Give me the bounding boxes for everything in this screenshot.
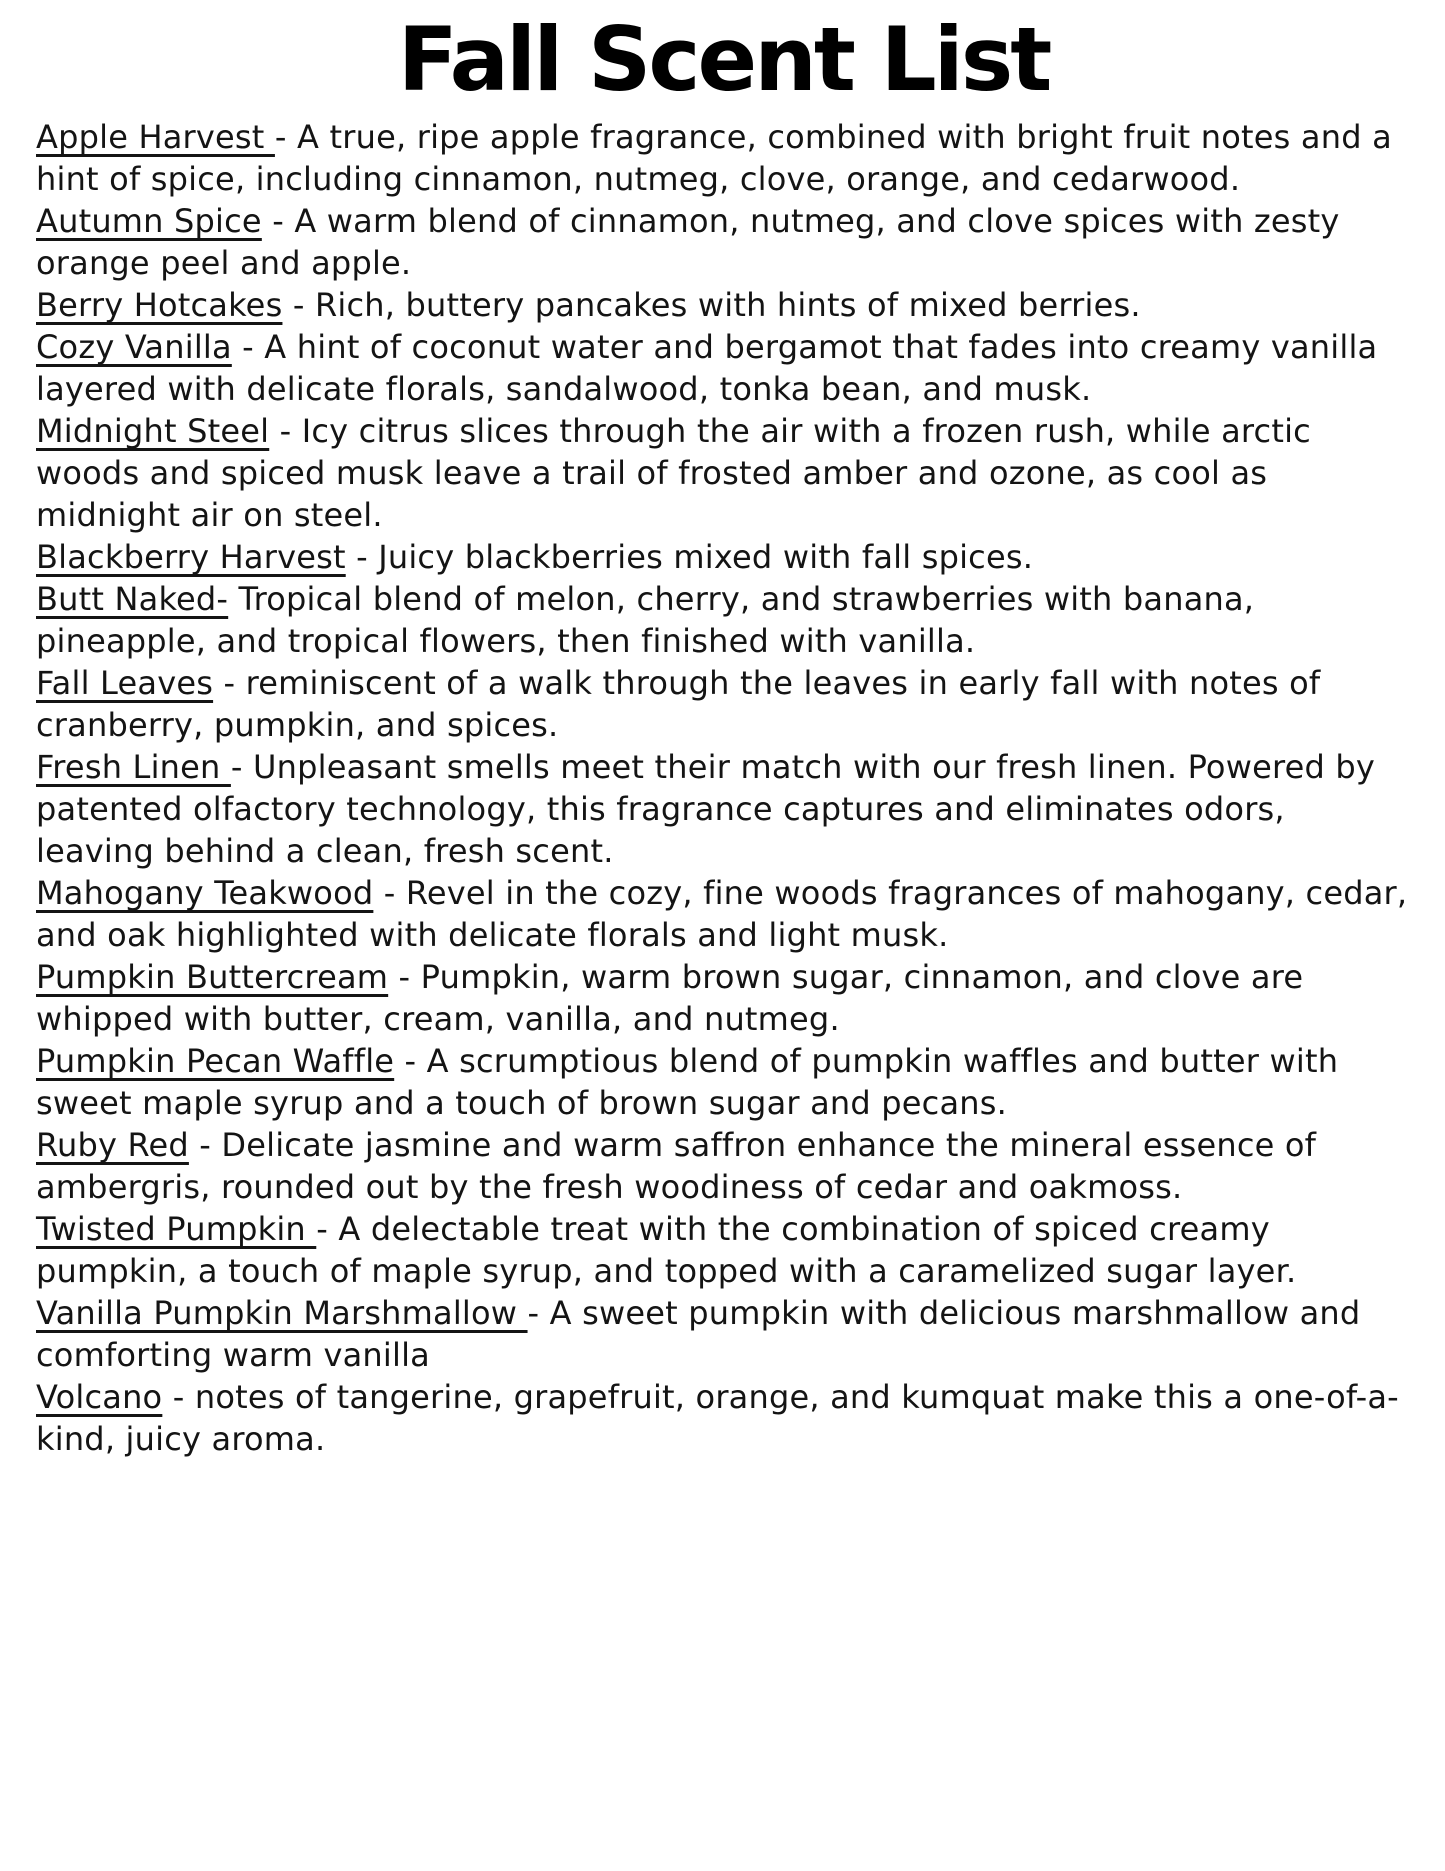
scent-entry [36, 536, 1412, 578]
scent-name: Pumpkin Buttercream [36, 958, 389, 997]
scent-entry [36, 956, 1412, 1040]
scent-name: Fall Leaves [36, 664, 214, 703]
scent-name: Mahogany Teakwood [36, 874, 374, 913]
scent-name: Ruby Red [36, 1126, 189, 1165]
scent-description: - Pumpkin, warm brown sugar, cinnamon, and clove are whipped with butter, cream, vanilla, and nutmeg. [36, 958, 1304, 1039]
scent-description: - A warm blend of cinnamon, nutmeg, and clove spices with zesty orange peel and apple. [36, 202, 1340, 283]
page-title: Fall Scent List [397, 8, 1050, 111]
scent-description: - Unpleasant smells meet their match with our fresh linen. Powered by patented olfactory technology, this fragrance captures and eliminates odors, leaving behind a clean, fresh scent. [36, 748, 1376, 871]
scent-entry [36, 200, 1412, 284]
scent-description: - A hint of coconut water and bergamot that fades into creamy vanilla layered with delicate florals, sandalwood, tonka bean, and musk. [36, 328, 1378, 409]
scent-list [36, 116, 1412, 1460]
scent-entry [36, 746, 1412, 872]
scent-name: Pumpkin Pecan Waffle [36, 1042, 395, 1081]
scent-description: - A sweet pumpkin with delicious marshmallow and comforting warm vanilla [36, 1294, 1361, 1375]
scent-name: Cozy Vanilla [36, 328, 232, 367]
scent-name: Vanilla Pumpkin Marshmallow [36, 1294, 528, 1333]
scent-description: Tropical blend of melon, cherry, and strawberries with banana, pineapple, and tropical flowers, then finished with vanilla. [36, 580, 1255, 661]
scent-entry [36, 662, 1412, 746]
scent-entry [36, 1208, 1412, 1292]
scent-description: - A true, ripe apple fragrance, combined with bright fruit notes and a hint of spice, including cinnamon, nutmeg, clove, orange, and cedarwood. [36, 118, 1392, 199]
scent-description: - A delectable treat with the combination of spiced creamy pumpkin, a touch of maple syrup, and topped with a caramelized sugar layer. [36, 1210, 1297, 1291]
scent-description: - reminiscent of a walk through the leaves in early fall with notes of cranberry, pumpkin, and spices. [36, 664, 1321, 745]
scent-name: Blackberry Harvest [36, 538, 346, 577]
scent-name: Butt Naked- [36, 580, 229, 619]
scent-description: - notes of tangerine, grapefruit, orange, and kumquat make this a one-of-a-kind, juicy aroma. [36, 1378, 1399, 1459]
scent-entry [36, 578, 1412, 662]
scent-description: - Juicy blackberries mixed with fall spices. [345, 538, 1034, 577]
scent-name: Volcano [36, 1378, 163, 1417]
scent-entry [36, 1124, 1412, 1208]
scent-name: Twisted Pumpkin [36, 1210, 317, 1249]
scent-description: - A scrumptious blend of pumpkin waffles and butter with sweet maple syrup and a touch of brown sugar and pecans. [36, 1042, 1339, 1123]
scent-description: - Rich, buttery pancakes with hints of mixed berries. [282, 286, 1141, 325]
scent-description: - Icy citrus slices through the air with a frozen rush, while arctic woods and spiced musk leave a trail of frosted amber and ozone, as cool as midnight air on steel. [36, 412, 1311, 535]
scent-entry [36, 284, 1412, 326]
scent-name: Midnight Steel [36, 412, 270, 451]
scent-entry [36, 1292, 1412, 1376]
scent-description: - Revel in the cozy, fine woods fragrances of mahogany, cedar, and oak highlighted with delicate florals and light musk. [36, 874, 1408, 955]
scent-entry [36, 326, 1412, 410]
scent-entry [36, 1040, 1412, 1124]
scent-entry [36, 410, 1412, 536]
scent-entry [36, 872, 1412, 956]
scent-name: Autumn Spice [36, 202, 262, 241]
scent-name: Berry Hotcakes [36, 286, 283, 325]
scent-entry [36, 116, 1412, 200]
scent-name: Fresh Linen [36, 748, 231, 787]
scent-name: Apple Harvest [36, 118, 275, 157]
scent-description: - Delicate jasmine and warm saffron enhance the mineral essence of ambergris, rounded out by the fresh woodiness of cedar and oakmoss. [36, 1126, 1317, 1207]
scent-entry [36, 1376, 1412, 1460]
